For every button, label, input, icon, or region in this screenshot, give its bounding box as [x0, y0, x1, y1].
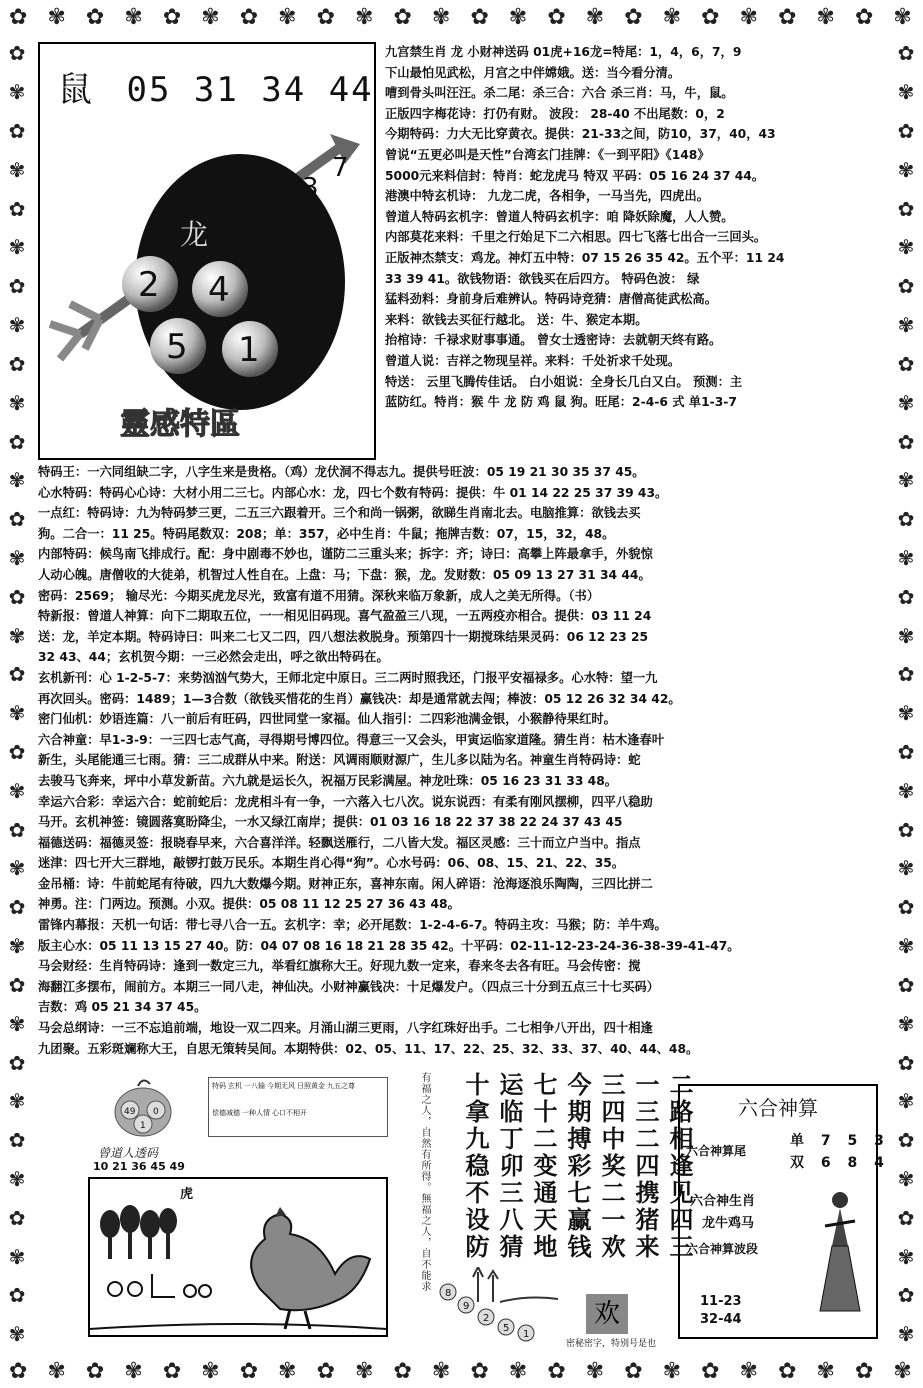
right-line: 内部莫花来料：千里之行始足下二六相思。四七飞落七出合一三回头。: [385, 230, 767, 245]
main-line: 海翻江多摆布，闹前方。本期三一同八走，神仙决。小财神赢钱决：十足爆发户。（四点三十分到五点三十七买码）: [38, 979, 659, 994]
liuhe-shensuan-box: [678, 1084, 890, 1339]
balls-and-tree-illustration: [438, 1267, 568, 1347]
liuhe-zodiacs: 龙牛鸡马: [702, 1216, 755, 1231]
main-line: 马会总纲诗：一三不忘追前端，地设一双二四来。月涌山湖三更雨，八字红珠好出手。二七相争八开出，四十相逢: [38, 1021, 653, 1036]
main-line: 新生，头尾能通三七雨。猜：三二成群从中来。附送：风调雨顺财源广，生儿多以陆为名。神童生肖特码诗：蛇: [38, 753, 641, 768]
poem-ball-4: 5: [503, 1323, 510, 1334]
liuhe-range-1: 11-23: [700, 1294, 742, 1309]
liuhe-title: 六合神算: [738, 1096, 818, 1120]
ball-label-2: 4: [208, 270, 230, 310]
vertical-poem: [418, 1072, 718, 1352]
poem-column-4: 今期搏彩七赢钱: [563, 1072, 592, 1261]
caption-name: 曾道人透码: [98, 1146, 159, 1160]
zeng-daoren-panel: [88, 1072, 398, 1172]
poem-ball-2: 9: [463, 1301, 470, 1312]
main-line: 一点红：特码诗：九为特码梦三更，二五三六跟着开。三个和尚一锅粥，欲睇生肖南北去。电脑推算：欲钱去买: [38, 506, 641, 521]
main-text-block: [38, 462, 883, 1057]
main-line: 六合神童：早1-3-9：一三四七志气高，寻得期号博四位。得意三一又会头，甲寅运临家道隆。猜生肖：枯木逢春叶: [38, 732, 665, 747]
note: 一种人情: [242, 1109, 270, 1117]
main-line: 金吊桶：诗：牛前蛇尾有待破，四九大数爆今期。财神正东，喜神东南。闲人碎语：沧海逐浪乐陶陶，三四比拼二: [38, 876, 653, 891]
poem-column-7: 十拿九稳不设防: [461, 1072, 490, 1261]
note: 日照黄金: [297, 1082, 325, 1090]
poem-ball-1: 8: [445, 1288, 452, 1299]
note: 玄机: [228, 1082, 242, 1090]
right-line: 嘈到骨头叫汪汪。杀二尾：杀三合：六合 杀三肖：马，牛，鼠。: [385, 86, 734, 101]
rooster-illustration: [90, 1179, 386, 1335]
main-line: 32 43、44；玄机贺今期：一三必然会走出，呼之欲出特码在。: [38, 650, 389, 665]
right-line: 蓝防红。特肖：猴 牛 龙 防 鸡 鼠 狗。旺尾：2-4-6 式 单1-3-7: [385, 395, 737, 410]
scholar-figure-illustration: [810, 1186, 870, 1326]
poem-side-note: 有福之人，自然有所得。無福之人，自不能求: [419, 1072, 430, 1292]
note: 今期无风: [267, 1082, 295, 1090]
right-line: 下山最怕见武松，月宫之中伴嫦娥。送：当今看分清。: [385, 65, 681, 80]
liuhe-wave-label: 六合神算波段: [686, 1242, 759, 1256]
right-line: 来料：欲钱去买征行越北。 送：牛、猴定本期。: [385, 312, 648, 327]
main-line: 版主心水：05 11 13 15 27 40。防：04 07 08 16 18 21 28 35 42。十平码：02-11-12-23-24-36-38-39-41-47。: [38, 938, 740, 953]
main-line: 幸运六合彩：幸运六合：蛇前蛇后：龙虎相斗有一争，一六落入七八次。说东说西：有柔有刚风摆柳，四平八稳助: [38, 794, 653, 809]
tiger-label: 虎: [180, 1187, 194, 1202]
main-line: 密门仙机：妙语连篇：八一前后有旺码，四世同堂一家福。仙人指引：二四彩池满金银，小猴静待果红时。: [38, 712, 616, 727]
right-line: 猛料劲料：身前身后难辨认。特码诗竞猜：唐僧高徒武松高。: [385, 292, 718, 307]
right-line: 港澳中特玄机诗： 九龙二虎，各相争，一马当先，四虎出。: [385, 189, 710, 204]
note: 特码: [212, 1082, 226, 1090]
right-line: 曾说“五更必叫是天性”台湾玄门挂牌：《一到平阳》《148》: [385, 147, 710, 162]
main-line: 雷锋内幕报：天机一句话：带七寻八合一五。玄机字：幸；必开尾数：1-2-4-6-7。特码主攻：马猴；防：羊牛鸡。: [38, 918, 667, 933]
main-line: 玄机新刊：心 1-2-5-7：来势汹汹气势大，王师北定中原日。三二两时照我还，门报平安福禄多。心水特：望一九: [38, 670, 658, 685]
liuhe-zodiac-label: 六合神生肖: [690, 1194, 756, 1209]
poem-ball-3: 2: [483, 1313, 490, 1324]
right-line: 今期特码：力大无比穿黄衣。提供：21-33之间，防10，37，40，43: [385, 127, 776, 142]
right-text-column: [385, 42, 880, 462]
ball-label-1: 2: [138, 265, 160, 305]
main-line: 九团聚。五彩斑斓称大王，自思无策转吴间。本期特供：02、05、11、17、22、25、32、33、37、40、44、48。: [38, 1041, 699, 1056]
right-line: 正版神杰禁支：鸡龙。神灯五中特：07 15 26 35 42。五个平：11 24: [385, 250, 785, 265]
main-line: 特新报：曾道人神算：向下二期取五位，一一相见旧码现。喜气盈盈三八现，一五两疫亦相合。提供：03 11 24: [38, 609, 652, 624]
arrow-feathers: [50, 304, 100, 359]
ball-label-4: 1: [238, 330, 260, 370]
decorative-border-top: ✿ ✾ ✿ ✾ ✿ ✾ ✿ ✾ ✿ ✾ ✿ ✾ ✿ ✾ ✿ ✾ ✿ ✾ ✿ ✾ ✿ ✾ ✿ ✾: [9, 4, 914, 30]
main-line: 去骏马飞奔来，坪中小草发新苗。六九就是运长久，祝福万民彩满屋。神龙吐珠：05 16 23 31 33 48。: [38, 773, 618, 788]
zodiac-char: 鼠: [58, 70, 94, 110]
note: 九五之尊: [327, 1082, 355, 1090]
poem-ball-5: 1: [523, 1329, 530, 1340]
fruit-ball-num-3: 1: [140, 1121, 146, 1131]
main-line: 内部特码：候鸟南飞排成行。配：身中剧毒不妙也，谨防二三重头来；拆字：齐；诗曰：高攀上阵最拿手，外貌惊: [38, 547, 653, 562]
main-line: 狗。二合一：11 25。特码尾数双：208；单：357，必中生肖：牛鼠；拖牌吉数：07，15，32，48。: [38, 526, 615, 541]
logo-text: 靈感特區: [120, 407, 240, 442]
note: 心口不相开: [272, 1109, 307, 1117]
arrow-number-2: 7: [332, 153, 349, 183]
main-line: 人动心魄。唐僧收的大徒弟，机智过人性自在。上盘：马；下盘：猴，龙。发财数：05 09 13 27 31 34 44。: [38, 567, 651, 582]
zodiac-numbers: 05 31 34 44: [126, 70, 374, 110]
decorative-border-bottom: ✿ ✾ ✿ ✾ ✿ ✾ ✿ ✾ ✿ ✾ ✿ ✾ ✿ ✾ ✿ ✾ ✿ ✾ ✿ ✾ ✿ ✾ ✿ ✾: [9, 1358, 914, 1384]
zodiac-number-box: [38, 42, 376, 460]
liuhe-tail-label: 六合神算尾: [686, 1144, 747, 1158]
arrow-number-1: 3: [302, 173, 319, 203]
right-line: 正版四字梅花诗：打仍有财。 波段： 28-40 不出尾数：0，2: [385, 106, 725, 121]
ball-label-3: 5: [166, 327, 188, 367]
right-line: 曾道人说：吉祥之物现呈祥。来料：千处祈求千处现。: [385, 353, 681, 368]
poem-column-2: 一三二四携猪来: [631, 1072, 660, 1261]
main-line: 马开。玄机神签：镜圆落寞盼降尘，一水又绿江南岸；提供：01 03 16 18 22 37 38 22 24 37 43 45: [38, 815, 623, 830]
poem-column-3: 三四中奖二一欢: [597, 1072, 626, 1261]
poem-column-5: 七十二变通天地: [529, 1072, 558, 1261]
main-line: 特码王：一六同组缺二字，八字生来是贵格。（鸡）龙伏洞不得志九。提供号旺波：05 19 21 30 35 37 45。: [38, 465, 645, 479]
right-line: 九宫禁生肖 龙 小财神送码 01虎+16龙=特尾：1，4，6，7，9: [385, 45, 742, 59]
liuhe-single: 单 7 5 3: [790, 1133, 890, 1149]
tiger-illustration-box: [88, 1177, 388, 1337]
main-line: 密码：2569； 输尽光：今期买虎龙尽光，致富有道不用猜。深秋来临万象新，成人之美无所得。（书）: [38, 588, 600, 603]
fruit-ball-num-2: 0: [153, 1107, 159, 1117]
notes-box: [208, 1077, 388, 1137]
right-line: 抬棺诗：千禄求财事事通。 曾女士透密诗：去就朝天终有路。: [385, 333, 722, 348]
main-line: 马会财经：生肖特码诗：逢到一数定三九，举看红旗称大王。好现九数一定来，春来冬去各有旺。马会传密：搅: [38, 959, 641, 974]
main-line: 送：龙，羊定本期。特码诗曰：叫来二七又二四，四八想法救脱身。预第四十一期搅珠结果灵码：06 12 23 25: [38, 629, 649, 644]
main-line: 心水特码：特码心心诗：大材小用二三七。内部心水：龙，四七个数有特码：提供：牛 01 14 22 25 37 39 43。: [38, 485, 668, 500]
egg-ball-graphic: [40, 124, 374, 454]
right-line: 特送： 云里飞腾传佳话。 白小姐说：全身长几白又白。 预测：主: [385, 374, 743, 389]
note: 一八输: [244, 1082, 265, 1090]
main-line: 迷津：四七开大三群地，敲锣打鼓万民乐。本期生肖心得“狗”。心水号码：06、08、15、21、22、35。: [38, 856, 625, 871]
dragon-label: 龙: [180, 218, 209, 251]
caption-numbers: 10 21 36 45 49: [93, 1160, 185, 1173]
right-line: 5000元来料信封：特肖：蛇龙虎马 特双 平码：05 16 24 37 44。: [385, 168, 765, 183]
liuhe-double: 双 6 8 4: [790, 1155, 890, 1171]
decorative-border-left: ✿ ✾ ✿ ✾ ✿ ✾ ✿ ✾ ✿ ✾ ✿ ✾ ✿ ✾ ✿ ✾ ✿ ✾ ✿ ✾ ✿ ✾ ✿ ✾ ✿ ✾ ✿ ✾ ✿ ✾ ✿ ✾ ✿ ✾: [8, 41, 26, 1347]
fruit-ball-num-1: 49: [124, 1107, 136, 1117]
zodiac-numbers-header: [58, 62, 374, 111]
main-line: 神勇。注：门两边。预测。小双。提供：05 08 11 12 25 27 36 43 48。: [38, 897, 460, 912]
liuhe-range-2: 32-44: [700, 1312, 742, 1327]
decorative-border-right: ✿ ✾ ✿ ✾ ✿ ✾ ✿ ✾ ✿ ✾ ✿ ✾ ✿ ✾ ✿ ✾ ✿ ✾ ✿ ✾ ✿ ✾ ✿ ✾ ✿ ✾ ✿ ✾ ✿ ✾ ✿ ✾ ✿ ✾: [897, 41, 915, 1347]
main-line: 再次回头。密码：1489；1—3合数（欲钱买惜花的生肖）赢钱决：却是通常就去闯；棒波：05 12 26 32 34 42。: [38, 691, 681, 706]
right-line: 33 39 41。欲钱物语：欲钱买在后四方。 特码色波： 绿: [385, 271, 700, 286]
bottom-section: [38, 1062, 890, 1352]
main-line: 吉数：鸡 05 21 34 37 45。: [38, 1000, 207, 1015]
right-line: 曾道人特码玄机字：曾道人特码玄机字：咱 降妖除魔，人人赞。: [385, 209, 734, 224]
poem-column-1: 二路相逢见四三: [665, 1072, 694, 1261]
note: 偿德减德: [212, 1109, 240, 1117]
poem-column-6: 运临丁卯三八猜: [495, 1072, 524, 1261]
main-line: 福德送码：福德灵签：报晓春早来，六合喜洋洋。轻飘送雁行，二八皆大发。福区灵感：三十而立户当中。指点: [38, 835, 641, 850]
huan-caption: 密秘密字，特别号是也: [566, 1339, 657, 1349]
huan-badge: 欢: [586, 1294, 628, 1334]
fruit-ball-icon: [98, 1072, 188, 1142]
